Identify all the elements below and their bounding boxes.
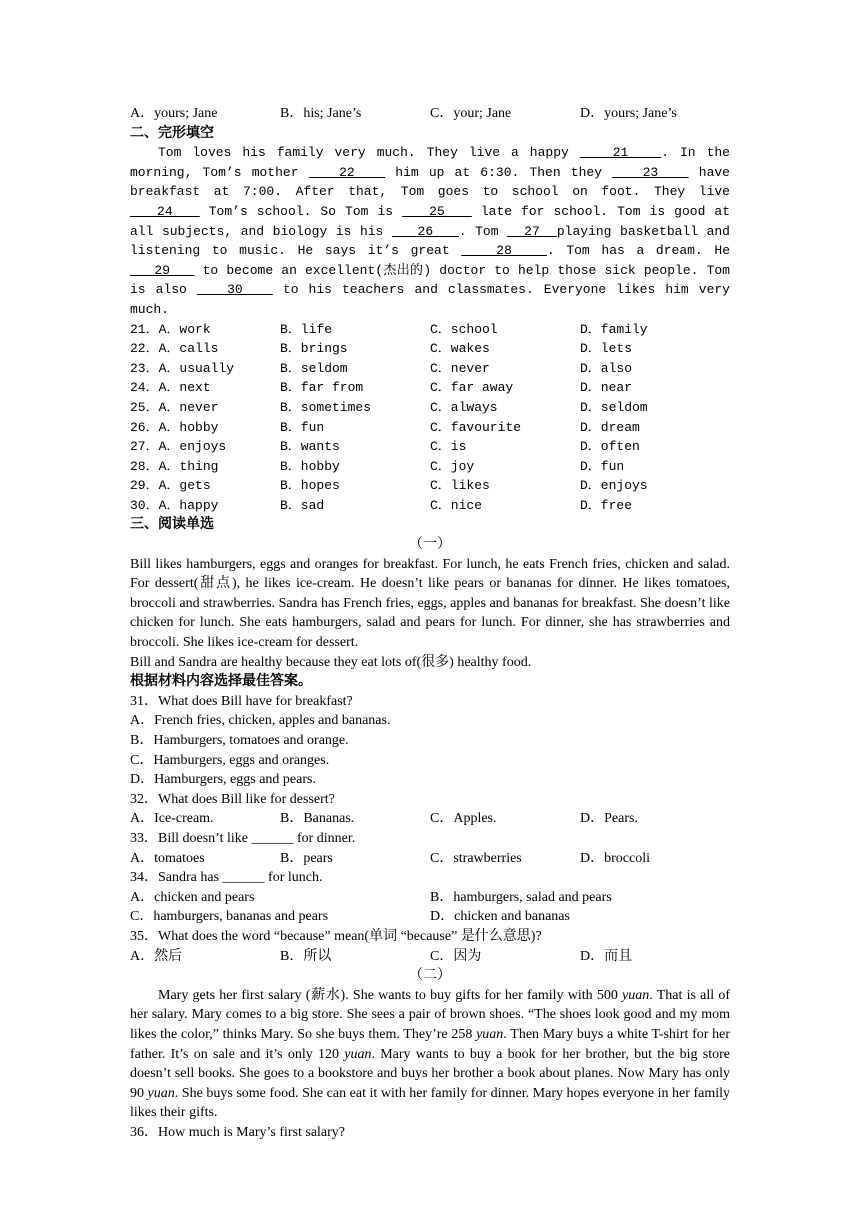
option-text: D．free — [580, 497, 633, 513]
option-cell — [430, 437, 580, 457]
passage-1-closing: Bill and Sandra are healthy because they eat lots of(很多) healthy food. — [130, 654, 532, 670]
option-c: C．hamburgers, bananas and pears — [130, 909, 329, 925]
option-a: A．yours; Jane — [130, 106, 218, 121]
cloze-questions — [130, 320, 730, 516]
passage-text: him up at 6:30. Then they — [385, 164, 613, 180]
option-cell — [580, 457, 730, 477]
cloze-question-row — [130, 320, 730, 340]
option-b: B．所以 — [280, 948, 332, 964]
option-text: A．calls — [158, 341, 219, 357]
option-cell — [280, 437, 430, 457]
option-cell — [430, 339, 580, 359]
option-cell — [580, 418, 730, 438]
cloze-question-row — [130, 418, 730, 438]
passage-text: Tom’s school. So Tom is — [199, 203, 403, 219]
option-text: C．never — [430, 360, 490, 376]
option-cell — [130, 378, 280, 398]
passage-text: . That is all of her salary. Mary comes to a big store. She sees a pair of brown shoes. “The shoes look good and my mom likes the color,” thinks Mary. So she buys them. They’re 258 — [130, 987, 730, 1042]
option-text: D．also — [580, 360, 633, 376]
question-32-options — [130, 809, 730, 829]
option-text: A．work — [158, 321, 211, 337]
option-cell — [280, 418, 430, 438]
option-cell — [130, 496, 280, 516]
q20-options — [130, 104, 730, 124]
page-content — [130, 104, 730, 1142]
option-text: A．happy — [158, 497, 219, 513]
option-text: A．never — [158, 399, 219, 415]
option-cell — [130, 476, 280, 496]
cloze-question-row — [130, 339, 730, 359]
cloze-question-row — [130, 496, 730, 516]
option-text: C．joy — [430, 458, 475, 474]
question-31-stem: 31．What does Bill have for breakfast? — [130, 693, 353, 709]
option-text: B．far from — [280, 380, 364, 396]
option-a: A．tomatoes — [130, 850, 205, 866]
passage-2-label: （二） — [409, 968, 451, 984]
option-text: B．seldom — [280, 360, 348, 376]
option-a: A．chicken and pears — [130, 889, 255, 905]
option-cell — [580, 320, 730, 340]
question-33-options — [130, 849, 730, 869]
passage-text: . She buys some food. She can eat it with her family for dinner. Mary hopes everyone in her family likes their gifts. — [130, 1085, 730, 1121]
option-cell — [130, 339, 280, 359]
cloze-question-row — [130, 457, 730, 477]
passage-text: Tom loves his family very much. They live a happy — [158, 145, 580, 161]
section-title-cloze: 二、完形填空 — [130, 124, 214, 141]
option-text: C．likes — [430, 478, 490, 494]
option-cell — [430, 320, 580, 340]
question-number: 30． — [130, 497, 159, 513]
option-cell — [430, 418, 580, 438]
question-34-options-cd — [130, 907, 730, 927]
option-cell — [580, 378, 730, 398]
question-number: 22． — [130, 341, 159, 357]
option-cell — [580, 437, 730, 457]
option-cell — [580, 496, 730, 516]
option-text: B．sad — [280, 497, 325, 513]
option-text: C．always — [430, 399, 498, 415]
option-d: D．chicken and bananas — [430, 909, 570, 925]
option-cell — [430, 496, 580, 516]
option-b: B．pears — [280, 850, 333, 866]
option-cell — [280, 339, 430, 359]
option-text: A．gets — [158, 478, 211, 494]
option-cell — [430, 457, 580, 477]
option-cell — [580, 339, 730, 359]
option-text: A．enjoys — [158, 439, 227, 455]
passage-text: to his teachers and classmates. Everyone likes him very much. — [130, 282, 730, 317]
option-cell — [280, 457, 430, 477]
blank: 21 — [579, 145, 662, 161]
option-cell — [280, 476, 430, 496]
option-text: D．family — [580, 321, 648, 337]
cloze-question-row — [130, 437, 730, 457]
cloze-question-row — [130, 359, 730, 379]
option-text: C．wakes — [430, 341, 490, 357]
cloze-question-row — [130, 378, 730, 398]
option-b: B．Bananas. — [280, 811, 355, 827]
option-c: C．Apples. — [430, 811, 497, 827]
option-text: D．often — [580, 439, 640, 455]
reading-instruction: 根据材料内容选择最佳答案。 — [130, 673, 312, 690]
option-c: C．因为 — [430, 948, 482, 964]
option-cell — [280, 496, 430, 516]
option-b: B．hamburgers, salad and pears — [430, 889, 612, 905]
passage-text: late for school. Tom is good at all subjects, and biology is his — [130, 203, 730, 239]
option-a: A．Ice-cream. — [130, 811, 214, 827]
cloze-passage — [130, 143, 730, 319]
passage-text: . Mary wants to buy a book for her brother, but the big store doesn’t sell books. She goes to a bookstore and buys her brother a book about planes. Now Mary has only 90 — [130, 1046, 730, 1101]
option-a: A．然后 — [130, 948, 183, 964]
question-34-stem: 34．Sandra has ______ for lunch. — [130, 870, 323, 886]
option-text: C．is — [430, 439, 467, 455]
option-text: A．usually — [158, 360, 235, 376]
option-text: B．life — [280, 321, 333, 337]
question-31-option-a: A．French fries, chicken, apples and bananas. — [130, 713, 391, 729]
option-text: D．enjoys — [580, 478, 648, 494]
question-number: 26． — [130, 419, 159, 435]
option-c: C．your; Jane — [430, 106, 512, 121]
question-31-option-c: C．Hamburgers, eggs and oranges. — [130, 752, 330, 768]
option-text: D．seldom — [580, 399, 648, 415]
passage-text: playing basketball and listening to music. He says it’s great — [130, 223, 730, 259]
question-32-stem: 32．What does Bill like for dessert? — [130, 791, 335, 807]
passage-text: have breakfast at 7:00. After that, Tom goes to school on foot. They live — [130, 164, 730, 200]
question-number: 29． — [130, 478, 159, 494]
option-cell — [430, 476, 580, 496]
currency-word: yuan — [622, 987, 650, 1003]
passage-text: to become an excellent(杰出的) doctor to help those sick people. Tom is also — [130, 262, 730, 298]
blank: 29 — [130, 262, 195, 278]
option-text: B．fun — [280, 419, 325, 435]
currency-word: yuan — [476, 1026, 504, 1042]
option-cell — [130, 457, 280, 477]
blank: 27 — [507, 223, 557, 239]
passage-1-label: （一） — [409, 537, 451, 553]
option-cell — [130, 359, 280, 379]
blank: 23 — [612, 164, 689, 180]
question-number: 21． — [130, 321, 159, 337]
option-cell — [130, 320, 280, 340]
option-text: C．favourite — [430, 419, 522, 435]
option-d: D．Pears. — [580, 811, 638, 827]
section-title-reading: 三、阅读单选 — [130, 516, 214, 533]
option-cell — [430, 378, 580, 398]
option-cell — [580, 359, 730, 379]
question-33-stem: 33．Bill doesn’t like ______ for dinner. — [130, 830, 356, 846]
option-d: D．broccoli — [580, 850, 650, 866]
option-text: D．fun — [580, 458, 625, 474]
blank: 22 — [308, 164, 386, 180]
question-36-stem: 36．How much is Mary’s first salary? — [130, 1124, 346, 1140]
question-31-option-b: B．Hamburgers, tomatoes and orange. — [130, 733, 349, 748]
option-text: B．wants — [280, 439, 340, 455]
blank: 25 — [402, 203, 472, 219]
option-text: A．thing — [158, 458, 219, 474]
option-c: C．strawberries — [430, 850, 522, 866]
question-number: 27． — [130, 439, 159, 455]
option-d: D．而且 — [580, 948, 633, 964]
option-cell — [280, 359, 430, 379]
question-number: 28． — [130, 458, 159, 474]
blank: 28 — [461, 243, 547, 259]
option-text: B．hopes — [280, 478, 340, 494]
option-cell — [430, 398, 580, 418]
option-text: C．school — [430, 321, 498, 337]
currency-word: yuan — [344, 1046, 372, 1062]
passage-text: . In the morning, Tom’s mother — [130, 145, 730, 180]
passage-text: . Tom — [458, 223, 508, 239]
option-cell — [430, 359, 580, 379]
question-34-options-ab — [130, 888, 730, 908]
option-b: B．his; Jane’s — [280, 106, 362, 121]
question-31-option-d: D．Hamburgers, eggs and pears. — [130, 772, 316, 788]
passage-2-text — [130, 986, 730, 1123]
currency-word: yuan — [147, 1085, 175, 1101]
option-d: D．yours; Jane’s — [580, 106, 677, 121]
question-35-options — [130, 947, 730, 967]
passage-text: . Then Mary buys a white T-shirt for her father. It’s on sale and it’s only 120 — [130, 1026, 731, 1062]
option-text: B．brings — [280, 341, 348, 357]
passage-text: . Tom has a dream. He — [546, 243, 730, 259]
question-35-stem: 35．What does the word “because” mean(单词 “because” 是什么意思)? — [130, 928, 542, 944]
option-text: A．hobby — [158, 419, 219, 435]
option-cell — [130, 437, 280, 457]
option-text: B．hobby — [280, 458, 340, 474]
passage-text: Mary gets her first salary (薪水). She wants to buy gifts for her family with 500 — [158, 987, 623, 1003]
option-cell — [280, 398, 430, 418]
option-text: A．next — [158, 380, 211, 396]
question-number: 24． — [130, 380, 159, 396]
option-cell — [280, 320, 430, 340]
option-cell — [130, 398, 280, 418]
question-number: 23． — [130, 360, 159, 376]
option-text: B．sometimes — [280, 399, 372, 415]
passage-1-text: Bill likes hamburgers, eggs and oranges for breakfast. For lunch, he eats French fries, chicken and salad. For dessert(甜点), he likes ice-cream. He doesn’t like pears or bananas for dinner. He likes tomatoes, broccoli and strawberries. Sandra has French fries, eggs, apples and bananas for breakfast. She doesn’t like chicken for lunch. She eats hamburgers, salad and pears for lunch. For dinner, she has strawberries and broccoli. She likes ice-cream for dessert. — [130, 556, 730, 651]
option-cell — [280, 378, 430, 398]
option-cell — [130, 418, 280, 438]
option-text: C．nice — [430, 497, 483, 513]
cloze-question-row — [130, 398, 730, 418]
option-cell — [580, 398, 730, 418]
option-text: D．near — [580, 380, 633, 396]
blank: 26 — [391, 223, 459, 239]
blank: 30 — [196, 282, 273, 298]
option-text: D．lets — [580, 341, 633, 357]
option-text: D．dream — [580, 419, 640, 435]
question-number: 25． — [130, 399, 159, 415]
blank: 24 — [130, 203, 200, 219]
option-text: C．far away — [430, 380, 514, 396]
cloze-question-row — [130, 476, 730, 496]
option-cell — [580, 476, 730, 496]
